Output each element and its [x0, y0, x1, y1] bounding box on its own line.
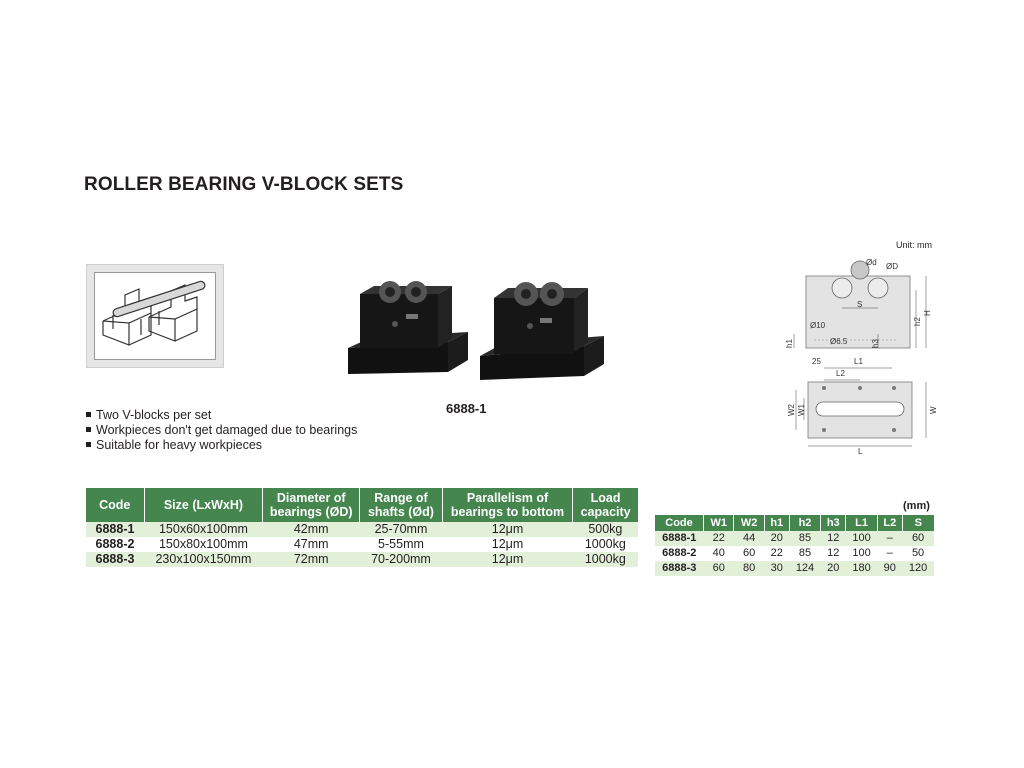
v-block-photo-right [480, 272, 604, 382]
table-cell: 6888-1 [655, 531, 704, 546]
usage-sketch [86, 264, 224, 368]
column-header: Diameter of bearings (ØD) [263, 488, 360, 522]
label-h1: h1 [785, 339, 794, 348]
label-H: H [923, 310, 932, 316]
table-cell: 124 [789, 561, 821, 576]
table-cell: 150x60x100mm [144, 522, 263, 537]
table-cell: 80 [734, 561, 764, 576]
spec-table-header [86, 488, 638, 522]
dimension-table [655, 515, 934, 576]
dim-table-unit: (mm) [903, 500, 930, 512]
bullet-square-icon [86, 412, 91, 417]
table-cell: 6888-3 [86, 552, 144, 567]
table-cell: 60 [704, 561, 734, 576]
table-cell: 12μm [442, 552, 572, 567]
table-cell: 30 [764, 561, 789, 576]
feature-list [86, 408, 357, 453]
column-header: Range of shafts (Ød) [360, 488, 443, 522]
column-header: Size (LxWxH) [144, 488, 263, 522]
label-h3: h3 [871, 339, 880, 348]
table-cell: – [877, 546, 902, 561]
table-cell: 12μm [442, 522, 572, 537]
table-cell: 230x100x150mm [144, 552, 263, 567]
table-cell: 22 [704, 531, 734, 546]
label-W1: W1 [797, 404, 806, 416]
column-header: W2 [734, 515, 764, 531]
bullet-square-icon [86, 427, 91, 432]
column-header: Code [655, 515, 704, 531]
table-cell: 100 [846, 546, 878, 561]
table-cell: 20 [764, 531, 789, 546]
label-d: Ød [866, 258, 877, 267]
table-cell: 12 [821, 531, 846, 546]
column-header: h2 [789, 515, 821, 531]
label-s: S [857, 300, 863, 309]
column-header: h3 [821, 515, 846, 531]
column-header: S [902, 515, 934, 531]
table-cell: 5-55mm [360, 537, 443, 552]
label-d10: Ø10 [810, 321, 826, 330]
column-header: L1 [846, 515, 878, 531]
feature-item: Workpieces don't get damaged due to bearings [86, 423, 357, 438]
label-L2: L2 [836, 369, 845, 378]
table-cell: 12μm [442, 537, 572, 552]
dimension-drawing [782, 250, 942, 456]
table-cell: 120 [902, 561, 934, 576]
table-cell: 25-70mm [360, 522, 443, 537]
table-cell: 6888-2 [86, 537, 144, 552]
table-cell: 44 [734, 531, 764, 546]
label-D: ØD [886, 262, 898, 271]
table-cell: 500kg [573, 522, 638, 537]
column-header: h1 [764, 515, 789, 531]
table-cell: 1000kg [573, 552, 638, 567]
table-row [655, 546, 934, 561]
label-25: 25 [812, 357, 821, 366]
table-row [86, 537, 638, 552]
table-cell: 85 [789, 531, 821, 546]
table-cell: 6888-2 [655, 546, 704, 561]
page-title: ROLLER BEARING V-BLOCK SETS [84, 174, 404, 195]
dim-table-header [655, 515, 934, 531]
table-cell: 60 [734, 546, 764, 561]
column-header: Parallelism of bearings to bottom [442, 488, 572, 522]
column-header: Code [86, 488, 144, 522]
table-cell: – [877, 531, 902, 546]
table-row [655, 531, 934, 546]
table-cell: 40 [704, 546, 734, 561]
column-header: L2 [877, 515, 902, 531]
table-cell: 60 [902, 531, 934, 546]
label-W2: W2 [787, 404, 796, 416]
v-block-sketch-image [95, 273, 215, 359]
bullet-square-icon [86, 442, 91, 447]
table-cell: 20 [821, 561, 846, 576]
v-block-photo-left [348, 276, 468, 376]
table-cell: 85 [789, 546, 821, 561]
feature-item: Suitable for heavy workpieces [86, 438, 357, 453]
table-cell: 6888-1 [86, 522, 144, 537]
table-cell: 42mm [263, 522, 360, 537]
label-W: W [929, 406, 938, 414]
table-cell: 90 [877, 561, 902, 576]
drawing-unit: Unit: mm [896, 240, 932, 250]
table-cell: 70-200mm [360, 552, 443, 567]
column-header: W1 [704, 515, 734, 531]
table-cell: 22 [764, 546, 789, 561]
column-header: Load capacity [573, 488, 638, 522]
model-label: 6888-1 [446, 401, 487, 416]
table-cell: 47mm [263, 537, 360, 552]
table-cell: 150x80x100mm [144, 537, 263, 552]
label-L1: L1 [854, 357, 863, 366]
table-cell: 12 [821, 546, 846, 561]
table-cell: 180 [846, 561, 878, 576]
table-cell: 50 [902, 546, 934, 561]
spec-table [86, 488, 638, 567]
table-cell: 1000kg [573, 537, 638, 552]
label-L: L [858, 447, 863, 456]
table-cell: 100 [846, 531, 878, 546]
table-row [655, 561, 934, 576]
label-d65: Ø6.5 [830, 337, 848, 346]
label-h2: h2 [913, 317, 922, 326]
feature-item: Two V-blocks per set [86, 408, 357, 423]
table-row [86, 552, 638, 567]
table-row [86, 522, 638, 537]
table-cell: 72mm [263, 552, 360, 567]
table-cell: 6888-3 [655, 561, 704, 576]
